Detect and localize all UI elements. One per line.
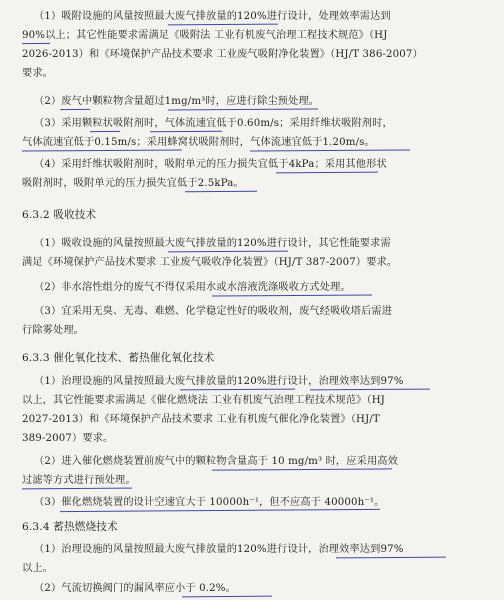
text-line: （3）催化燃烧装置的设计空速宜大于 10000h⁻¹，但不应高于 40000h⁻¹。 bbox=[34, 497, 385, 508]
text-line: 过滤等方式进行预处理。 bbox=[22, 475, 136, 486]
text-line: （3）采用颗粒状吸附剂时，气体流速宜低于0.60m/s；采用纤维状吸附剂时， bbox=[34, 118, 393, 129]
pen-underline bbox=[168, 24, 278, 26]
pen-underline bbox=[90, 131, 120, 132]
section-heading: 6.3.2 吸收技术 bbox=[22, 209, 97, 221]
text-line: 行除雾处理。 bbox=[22, 325, 85, 336]
text-line: 90%以上；其它性能要求需满足《吸附法 工业有机废气治理工程技术规范》（HJ bbox=[22, 30, 388, 41]
text-line: （1）吸附设施的风量按照最大废气排放量的120%进行设计，处理效率需达到 bbox=[34, 11, 391, 22]
text-line: 2027-2013）和《环境保护产品技术要求 工业有机废气催化净化装置》（HJ/T bbox=[22, 414, 380, 425]
pen-underline bbox=[22, 149, 182, 151]
pen-underline bbox=[212, 294, 372, 296]
text-line: 要求。 bbox=[22, 68, 54, 79]
pen-underline bbox=[168, 251, 288, 253]
section-heading: 6.3.4 蓄热燃烧技术 bbox=[22, 521, 118, 533]
pen-underline bbox=[60, 109, 90, 110]
pen-underline bbox=[22, 488, 132, 490]
text-line: （2）气流切换阀门的漏风率应小于 0.2%。 bbox=[34, 583, 236, 594]
text-line: （2）废气中颗粒物含量超过1mg/m³时，应进行除尘预处理。 bbox=[34, 96, 320, 107]
text-line: （4）采用纤维状吸附剂时，吸附单元的压力损失宜低于4kPa；采用其他形状 bbox=[34, 159, 387, 170]
text-line: （2）非水溶性组分的废气不得仅采用水或水溶液洗涤吸收方式处理。 bbox=[34, 282, 351, 293]
pen-underline bbox=[168, 108, 318, 110]
pen-underline bbox=[276, 172, 378, 174]
text-line: 满足《环境保护产品技术要求 工业废气吸收净化装置》（HJ/T 387-2007）要求。 bbox=[22, 257, 398, 268]
section-heading: 6.3.3 催化氧化技术、蓄热催化氧化技术 bbox=[22, 352, 215, 364]
pen-underline bbox=[150, 131, 222, 133]
text-line: （1）治理设施的风量按照最大废气排放量的120%进行设计，治理效率达到97% bbox=[34, 376, 404, 387]
pen-underline bbox=[212, 468, 392, 470]
text-line: （1）治理设施的风量按照最大废气排放量的120%进行设计，治理效率达到97% bbox=[34, 544, 404, 555]
pen-underline bbox=[180, 389, 295, 391]
pen-underline bbox=[250, 149, 410, 151]
text-line: （3）宜采用无臭、无毒、难燃、化学稳定性好的吸收剂，废气经吸收塔后需进 bbox=[34, 306, 393, 317]
text-line: 以上。 bbox=[22, 563, 54, 574]
text-line: （1）吸收设施的风量按照最大废气排放量的120%进行设计，其它性能要求需 bbox=[34, 238, 391, 249]
text-line: 389-2007）要求。 bbox=[22, 433, 114, 444]
text-line: 以上，其它性能要求需满足《催化燃烧法 工业有机废气治理工程技术规范》（HJ bbox=[22, 395, 386, 406]
pen-underline bbox=[310, 389, 430, 391]
pen-underline bbox=[60, 509, 380, 512]
pen-underline bbox=[185, 191, 257, 193]
pen-underline bbox=[22, 43, 50, 44]
text-line: 吸附剂时，吸附单元的压力损失宜低于2.5kPa。 bbox=[22, 178, 244, 189]
text-line: 2026-2013）和《环境保护产品技术要求 工业废气吸附净化装置》（HJ/T 386-2007） bbox=[22, 49, 423, 60]
text-line: （2）进入催化燃烧装置前废气中的颗粒物含量高于 10 mg/m³ 时，应采用高效 bbox=[34, 456, 398, 467]
pen-underline bbox=[182, 596, 272, 598]
pen-underline bbox=[336, 557, 446, 559]
text-line: 气体流速宜低于0.15m/s；采用蜂窝状吸附剂时，气体流速宜低于1.20m/s。 bbox=[22, 137, 375, 148]
